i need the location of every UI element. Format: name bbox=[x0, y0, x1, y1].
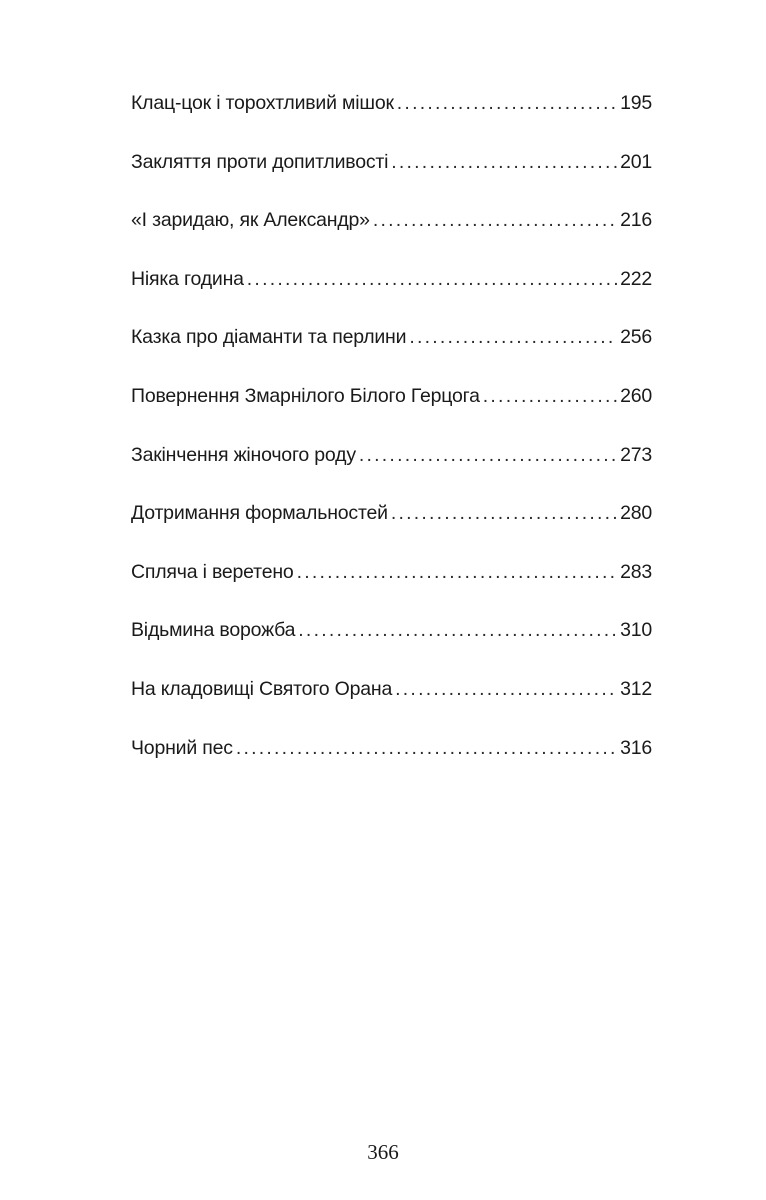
toc-entry-page: 280 bbox=[620, 502, 652, 525]
toc-entry-page: 273 bbox=[620, 443, 652, 466]
toc-entry-title: Закінчення жіночого роду bbox=[131, 443, 356, 466]
toc-entry-title: Спляча і веретено bbox=[131, 560, 294, 583]
toc-entry-title: Чорний пес bbox=[131, 736, 233, 759]
toc-entry-page: 316 bbox=[620, 736, 652, 759]
toc-entry bbox=[131, 151, 652, 210]
dot-leader bbox=[298, 619, 617, 642]
dot-leader bbox=[236, 737, 617, 760]
table-of-contents bbox=[131, 92, 652, 795]
dot-leader bbox=[409, 326, 617, 349]
toc-entry-page: 312 bbox=[620, 677, 652, 700]
toc-entry-title: Повернення Змарнілого Білого Герцога bbox=[131, 384, 480, 407]
toc-entry-title: Клац-цок і торохтливий мішок bbox=[131, 92, 394, 114]
toc-entry bbox=[131, 561, 652, 620]
toc-entry-page: 201 bbox=[620, 150, 652, 173]
toc-entry bbox=[131, 678, 652, 737]
toc-entry bbox=[131, 326, 652, 385]
toc-entry bbox=[131, 92, 652, 151]
toc-entry-title: Відьмина ворожба bbox=[131, 619, 296, 642]
toc-entry-title: Закляття проти допитливості bbox=[131, 150, 389, 173]
toc-entry-page: 256 bbox=[620, 326, 652, 349]
toc-entry-page: 222 bbox=[620, 267, 652, 290]
toc-entry-title: Казка про діаманти та перлини bbox=[131, 326, 407, 349]
dot-leader bbox=[391, 151, 617, 174]
toc-entry bbox=[131, 737, 652, 796]
toc-entry bbox=[131, 444, 652, 503]
toc-entry-page: 310 bbox=[620, 619, 652, 642]
dot-leader bbox=[397, 92, 617, 115]
dot-leader bbox=[483, 385, 617, 408]
toc-entry-title: «І заридаю, як Александр» bbox=[131, 209, 370, 232]
toc-entry-title: На кладовищі Святого Орана bbox=[131, 677, 393, 700]
toc-entry bbox=[131, 268, 652, 327]
toc-entry bbox=[131, 209, 652, 268]
toc-entry bbox=[131, 385, 652, 444]
toc-entry-page: 216 bbox=[620, 209, 652, 232]
toc-entry-title: Дотримання формальностей bbox=[131, 502, 388, 525]
toc-entry-page: 260 bbox=[620, 384, 652, 407]
dot-leader bbox=[391, 502, 617, 525]
dot-leader bbox=[247, 268, 617, 291]
dot-leader bbox=[297, 561, 618, 584]
dot-leader bbox=[373, 209, 617, 232]
toc-entry bbox=[131, 619, 652, 678]
toc-entry-page: 195 bbox=[620, 92, 652, 114]
dot-leader bbox=[359, 444, 617, 467]
toc-entry-title: Ніяка година bbox=[131, 267, 244, 290]
page-number: 366 bbox=[367, 1140, 399, 1164]
toc-entry bbox=[131, 502, 652, 561]
dot-leader bbox=[395, 678, 617, 701]
toc-entry-page: 283 bbox=[620, 560, 652, 583]
